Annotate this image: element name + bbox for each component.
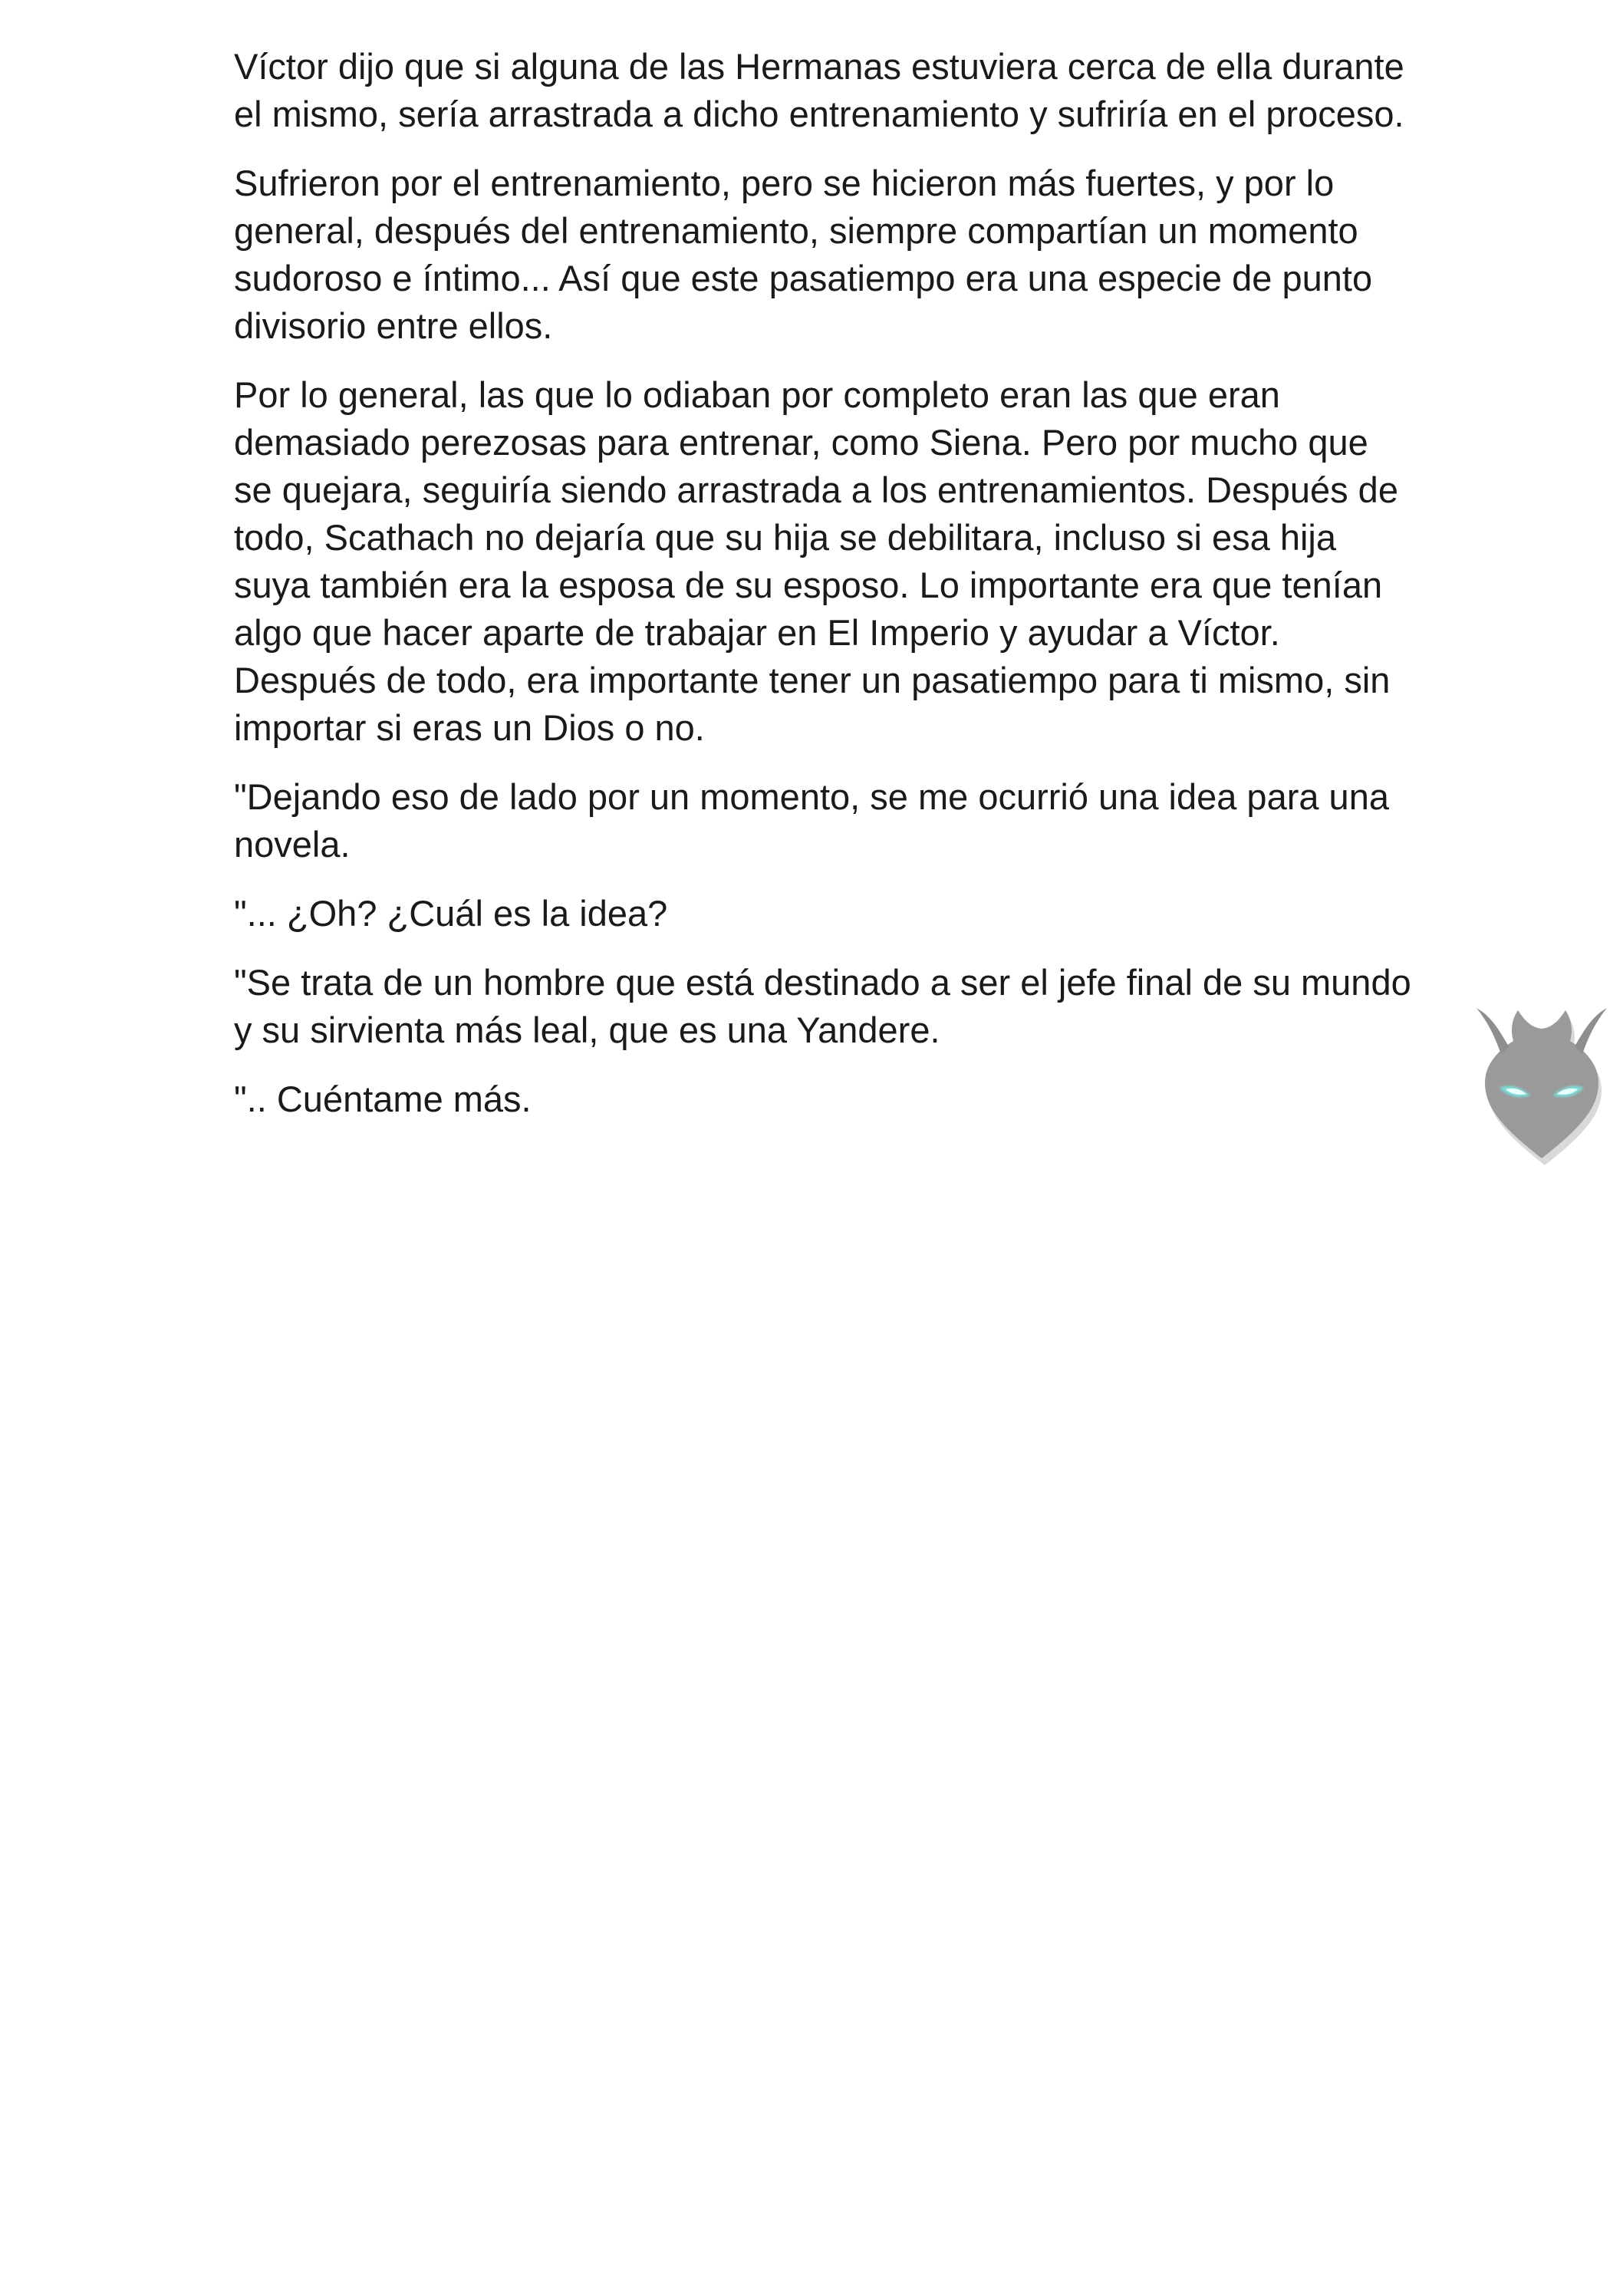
paragraph-5: "... ¿Oh? ¿Cuál es la idea? [234,893,668,934]
paragraph-3: Por lo general, las que lo odiaban por completo eran las que eran demasiado perezosas para entrenar, como Siena. Pero por mucho que se quejara, seguiría siendo arrastrada a los entrenamientos. Después de todo, Scathach no dejaría que su hija se debilitara, incluso si esa hija suya también era la esposa de su esposo. Lo importante era que tenían algo que hacer aparte de trabajar en El Imperio y ayudar a Víctor. Después de todo, era importante tener un pasatiempo para ti mismo, sin importar si eras un Dios o no. [234,374,1398,748]
paragraph-7: ".. Cuéntame más. [234,1079,532,1119]
demon-head-icon [1469,997,1615,1166]
paragraph-6: "Se trata de un hombre que está destinado a ser el jefe final de su mundo y su sirvienta más leal, que es una Yandere. [234,962,1411,1050]
paragraph-2: Sufrieron por el entrenamiento, pero se hicieron más fuertes, y por lo general, después del entrenamiento, siempre compartían un momento sudoroso e íntimo... Así que este pasatiempo era una especie de punto divisorio entre ellos. [234,163,1373,346]
demon-head-icon-svg [1469,997,1615,1166]
paragraph-4: "Dejando eso de lado por un momento, se me ocurrió una idea para una novela. [234,776,1389,865]
body-text [234,43,1415,1145]
paragraph-1: Víctor dijo que si alguna de las Hermanas estuviera cerca de ella durante el mismo, sería arrastrada a dicho entrenamiento y sufriría en el proceso. [234,46,1404,134]
